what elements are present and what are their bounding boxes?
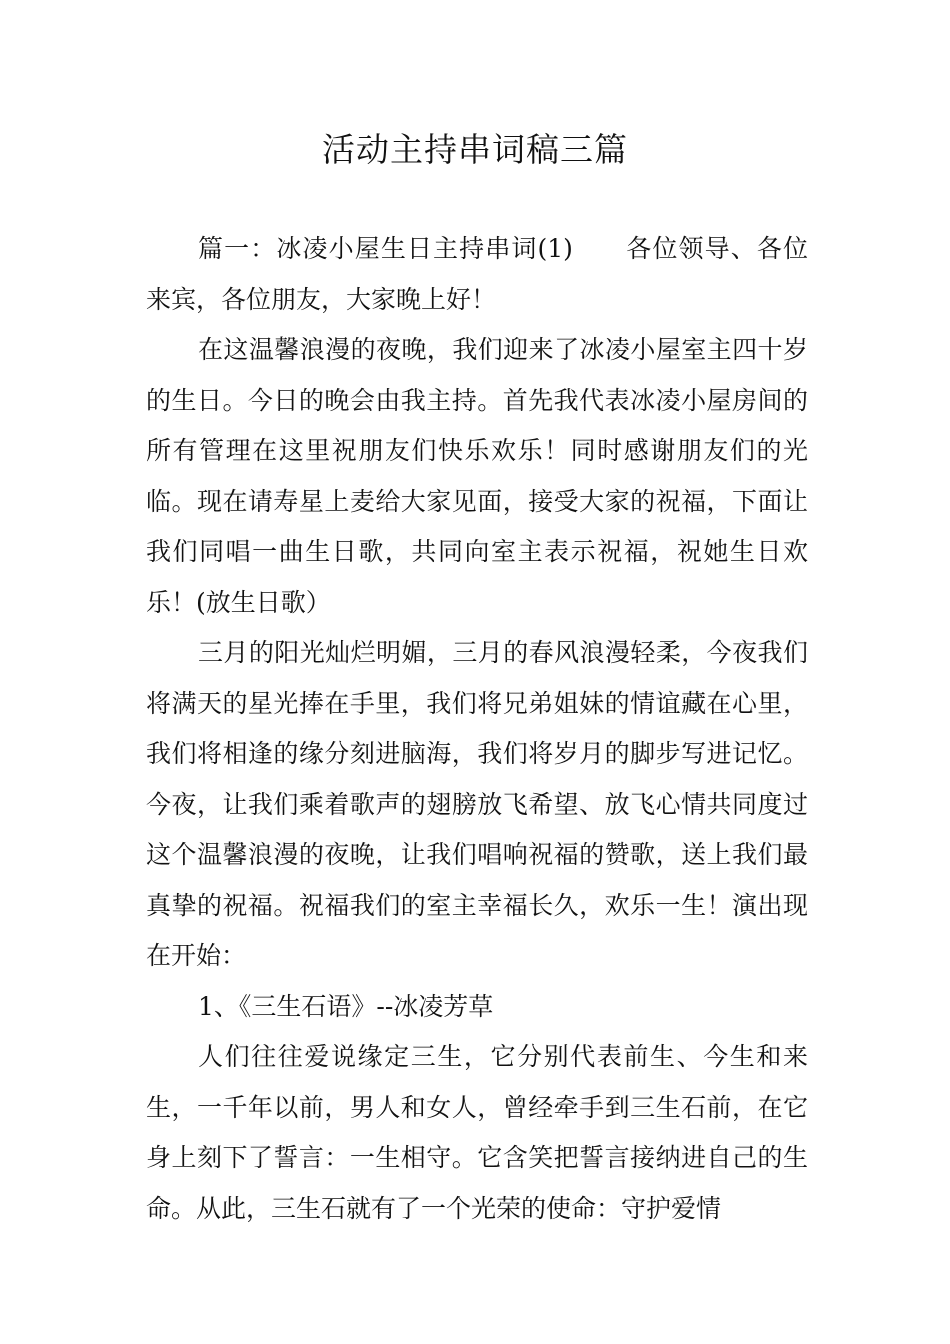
paragraph-intro: 篇一：冰凌小屋生日主持串词(1) 各位领导、各位来宾，各位朋友，大家晚上好！ — [146, 234, 808, 314]
paragraph-march-greeting: 三月的阳光灿烂明媚，三月的春风浪漫轻柔，今夜我们将满天的星光捧在手里，我们将兄弟姐妹的情谊藏在心里，我们将相逢的缘分刻进脑海，我们将岁月的脚步写进记忆。今夜，让我们乘着歌声的翅膀放飞希望、放飞心情共同度过这个温馨浪漫的夜晚，让我们唱响祝福的赞歌，送上我们最真挚的祝福。祝福我们的室主幸福长久，欢乐一生！演出现在开始： — [146, 638, 808, 970]
paragraph-three-lives-stone: 人们往往爱说缘定三生，它分别代表前生、今生和来生，一千年以前，男人和女人，曾经牵手到三生石前，在它身上刻下了誓言：一生相守。它含笑把誓言接纳进自己的生命。从此，三生石就有了一个光荣的使命：守护爱情 — [146, 1042, 808, 1223]
document-title: 活动主持串词稿三篇 — [322, 130, 628, 169]
paragraph-birthday-opening: 在这温馨浪漫的夜晚，我们迎来了冰凌小屋室主四十岁的生日。今日的晚会由我主持。首先我代表冰凌小屋房间的所有管理在这里祝朋友们快乐欢乐！同时感谢朋友们的光临。现在请寿星上麦给大家见面，接受大家的祝福，下面让我们同唱一曲生日歌，共同向室主表示祝福，祝她生日欢乐！(放生日歌） — [146, 335, 808, 617]
program-item-1: 1、《三生石语》--冰凌芳草 — [198, 991, 494, 1021]
document-body — [146, 224, 808, 1234]
